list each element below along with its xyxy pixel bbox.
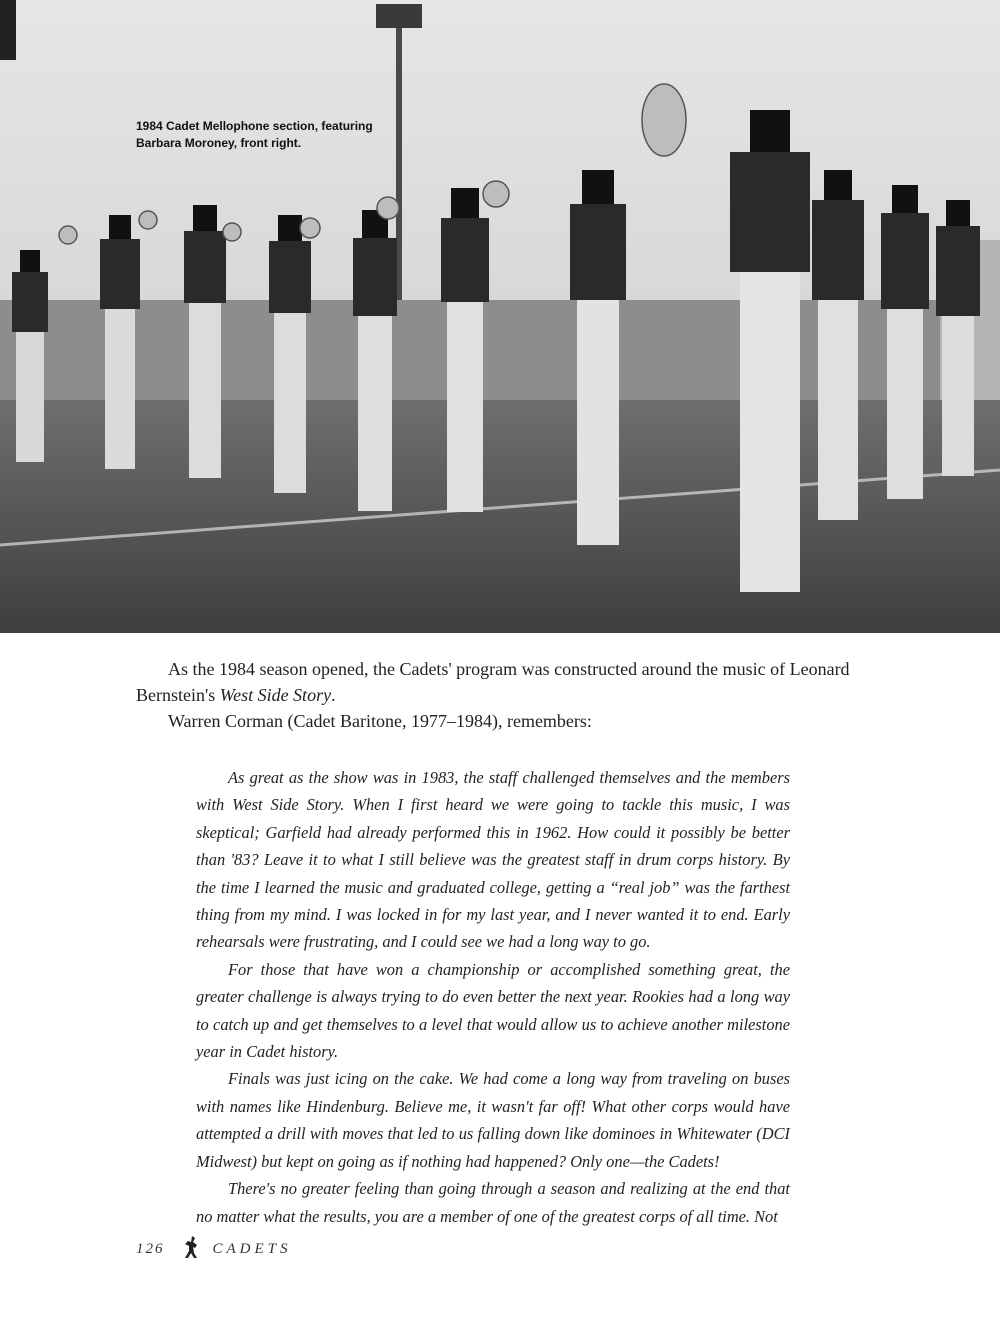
work-title: West Side Story [219,685,332,705]
body-paragraph: Warren Corman (Cadet Baritone, 1977–1984), remembers: [168,711,592,731]
page-footer [136,1237,292,1261]
cadet-figure-icon [181,1235,203,1264]
body-text [136,656,866,734]
page-number: 126 [136,1240,165,1257]
quote-paragraph: As great as the show was in 1983, the staff challenged themselves and the members with West Side Story. When I first heard we were going to tackle this music, I was skeptical; Garfield had already performed this in 1962. How could it possibly be better than '83? Leave it to what I still believe was the greatest staff in drum corps history. By the time I learned the music and graduated college, getting a “real job” was the farthest thing from my mind. I was locked in for my last year, and I never wanted it to end. Early rehearsals were frustrating, and I could see we had a long way to go. [196,768,790,952]
quote-paragraph: Finals was just icing on the cake. We had come a long way from traveling on buses with names like Hindenburg. Believe me, it wasn't far off! What other corps would have attempted a drill with moves that led to us falling down like dominoes in Whitewater (DCI Midwest) but kept on going as if nothing had happened? Only one—the Cadets! [196,1069,790,1171]
marching-band-photo [0,0,1000,633]
block-quote [196,764,790,1230]
running-head: CADETS [212,1240,292,1257]
photo-illustration [0,0,1000,633]
photo-caption: 1984 Cadet Mellophone section, featuring Barbara Moroney, front right. [136,119,373,150]
quote-paragraph: For those that have won a championship or accomplished something great, the greater challenge is always trying to do even better the next year. Rookies had a long way to catch up and get themselves to a level that would allow us to achieve another milestone year in Cadet history. [196,959,790,1062]
body-paragraph-text: As the 1984 season opened, the Cadets' program was constructed around the music of Leonard Bernstein's [136,659,850,705]
body-paragraph: As the 1984 season opened, the Cadets' program was constructed around the music of Leonard Bernstein's West Side Story. [136,659,850,705]
quote-paragraph: There's no greater feeling than going through a season and realizing at the end that no matter what the results, you are a member of one of the greatest corps of all time. Not [196,1179,790,1226]
